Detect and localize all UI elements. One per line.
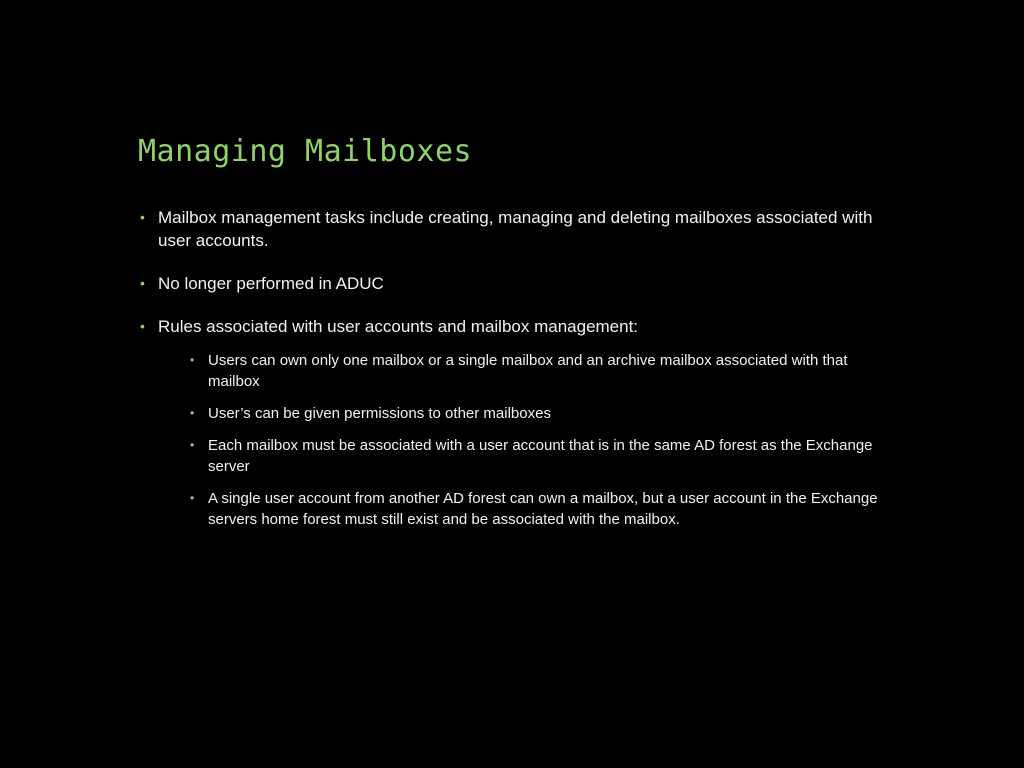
bullet-item bbox=[138, 206, 898, 252]
bullet-icon: • bbox=[140, 318, 145, 334]
bullet-text: No longer performed in ADUC bbox=[158, 274, 384, 293]
sub-bullet-icon: • bbox=[190, 406, 195, 420]
bullet-item bbox=[138, 272, 898, 295]
slide-body bbox=[138, 206, 898, 541]
bullet-text: Mailbox management tasks include creating, managing and deleting mailboxes associated with user accounts. bbox=[158, 208, 873, 250]
sub-bullet-list bbox=[188, 350, 898, 530]
sub-bullet-item bbox=[188, 403, 898, 424]
bullet-item bbox=[138, 315, 898, 530]
sub-bullet-text: A single user account from another AD forest can own a mailbox, but a user account in the Exchange servers home forest must still exist and be associated with the mailbox. bbox=[208, 490, 878, 528]
bullet-list bbox=[138, 206, 898, 530]
sub-bullet-item bbox=[188, 435, 898, 477]
bullet-text: Rules associated with user accounts and mailbox management: bbox=[158, 317, 639, 336]
sub-bullet-text: Users can own only one mailbox or a single mailbox and an archive mailbox associated with that mailbox bbox=[208, 352, 848, 390]
sub-bullet-icon: • bbox=[190, 353, 195, 367]
sub-bullet-text: User’s can be given permissions to other mailboxes bbox=[208, 405, 551, 422]
sub-bullet-item bbox=[188, 350, 898, 392]
slide-title: Managing Mailboxes bbox=[138, 134, 473, 169]
bullet-icon: • bbox=[140, 209, 145, 225]
bullet-icon: • bbox=[140, 275, 145, 291]
sub-bullet-icon: • bbox=[190, 438, 195, 452]
sub-bullet-text: Each mailbox must be associated with a user account that is in the same AD forest as the Exchange server bbox=[208, 437, 873, 475]
sub-bullet-icon: • bbox=[190, 491, 195, 505]
sub-bullet-item bbox=[188, 488, 898, 530]
